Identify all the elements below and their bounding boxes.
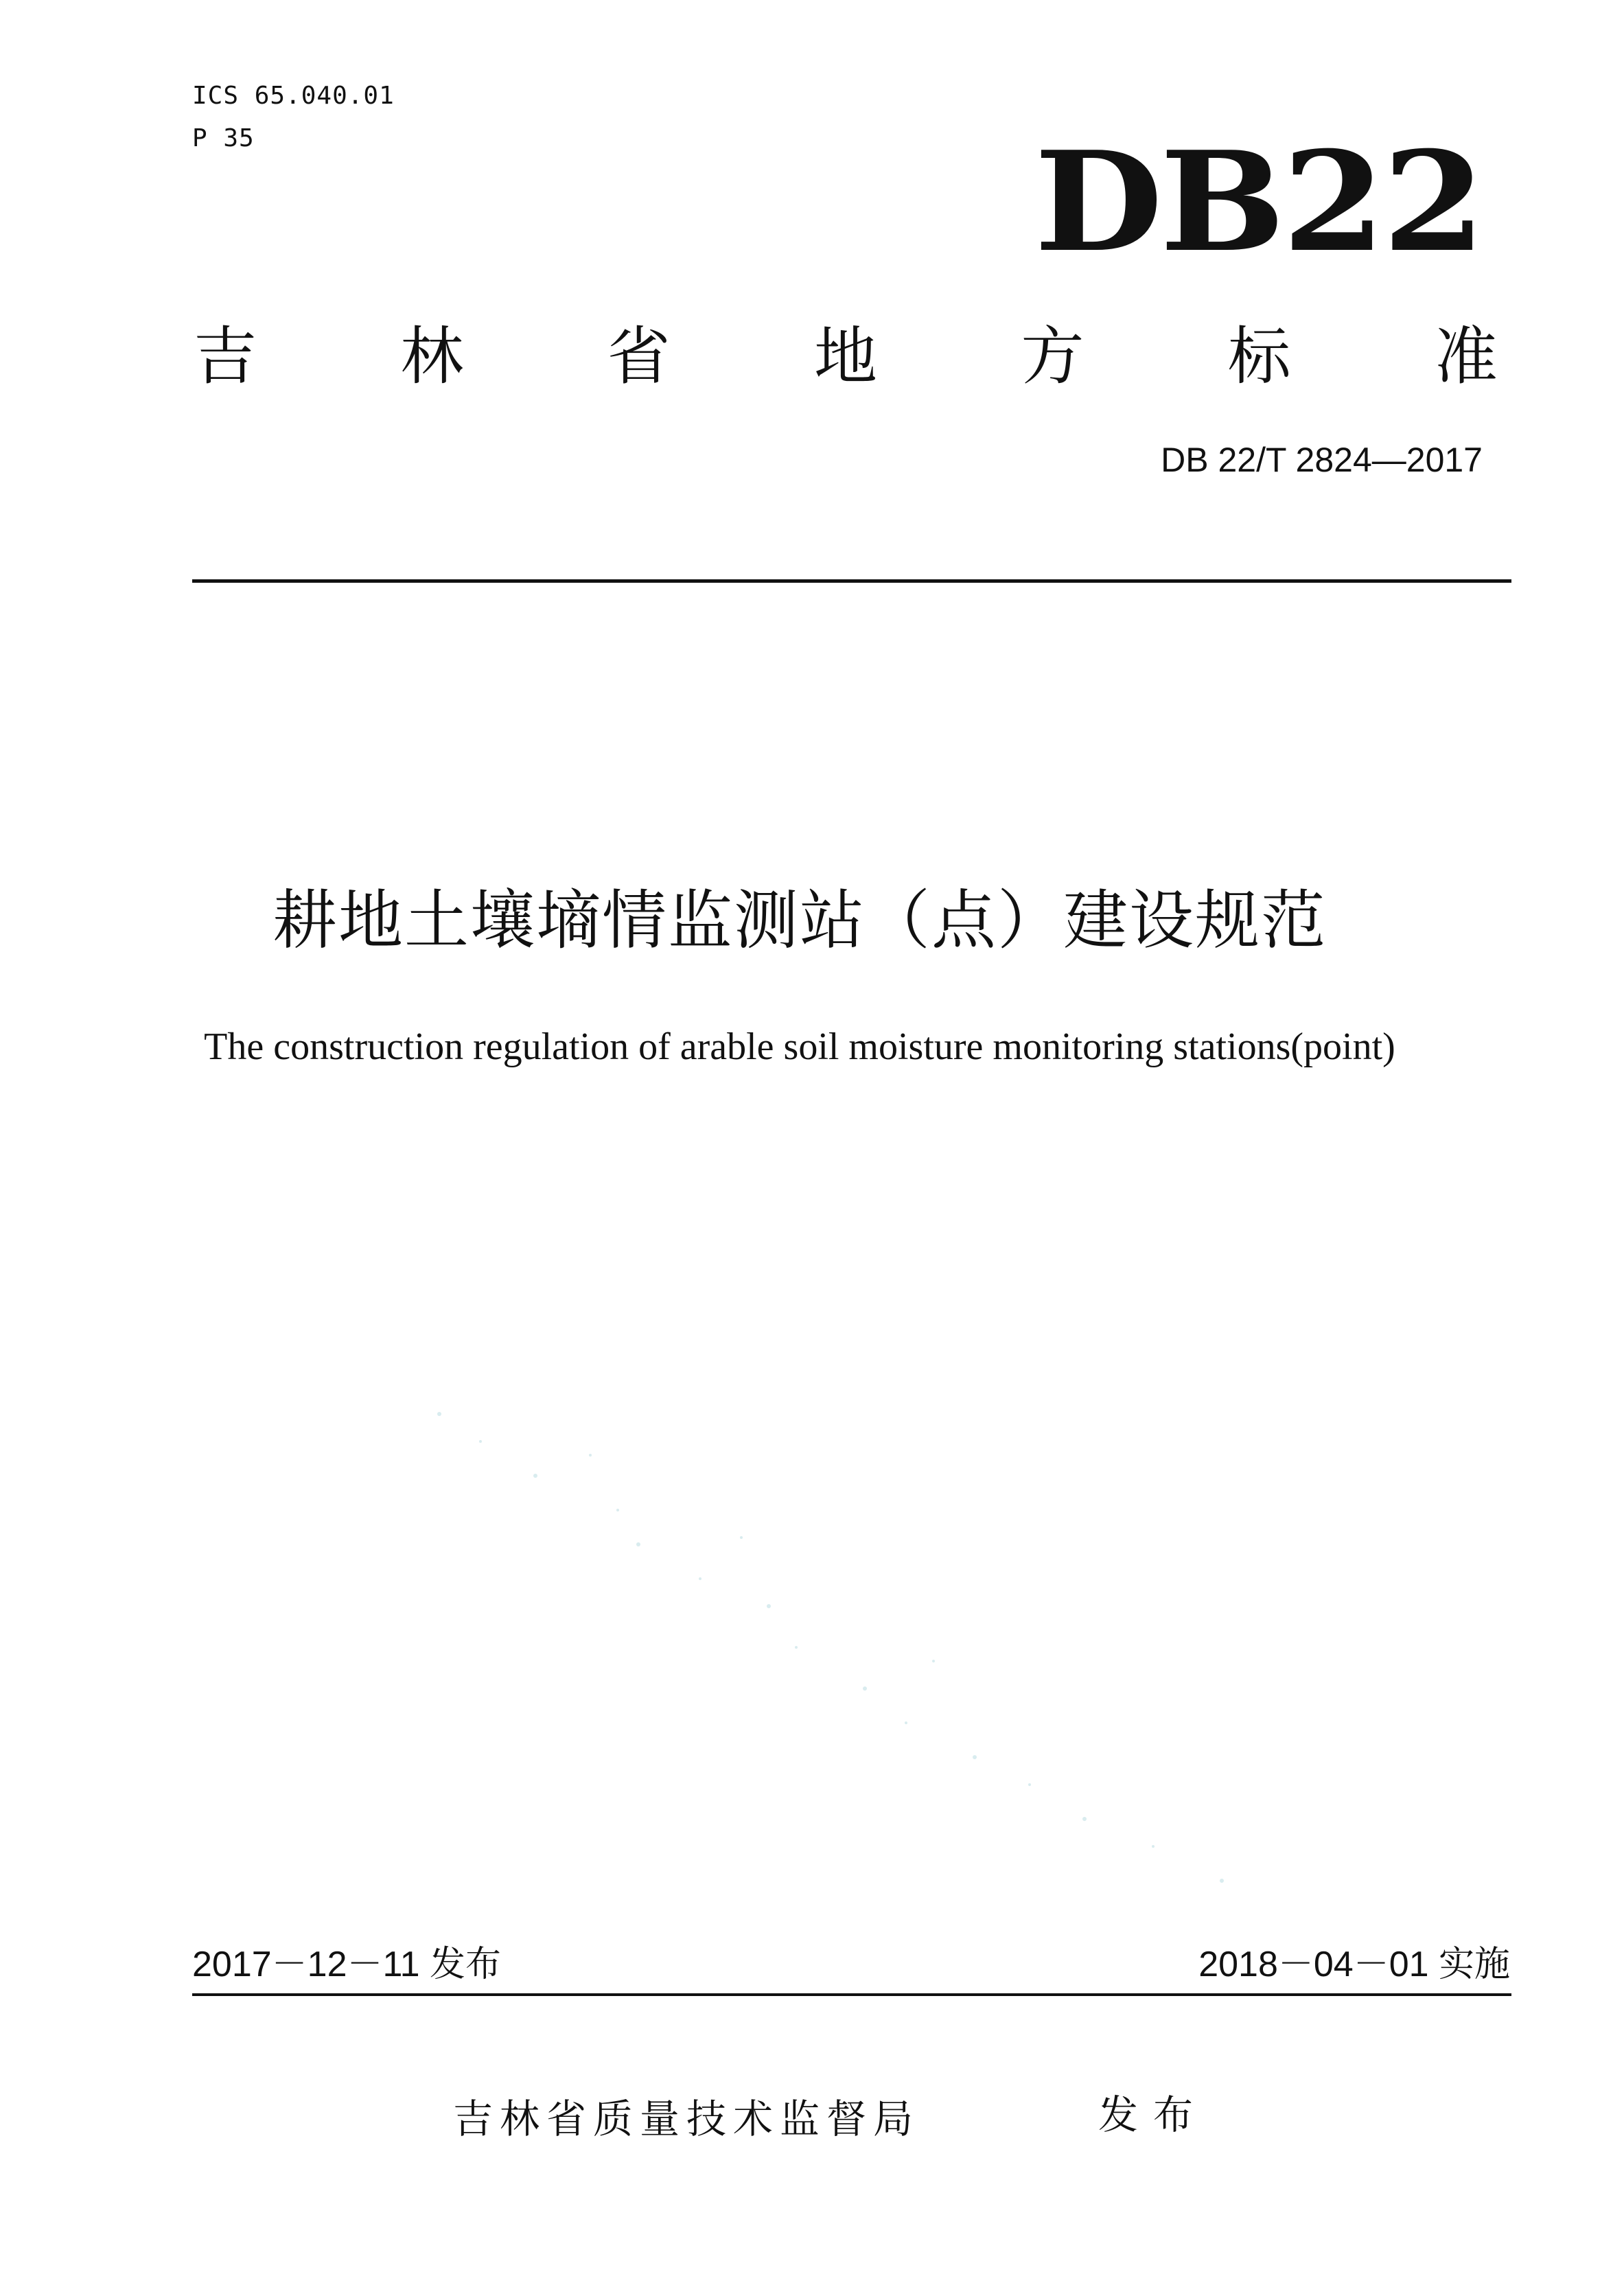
standard-type-char: 准	[1434, 320, 1498, 393]
classification-codes	[192, 81, 395, 166]
document-title-chinese: 耕地土壤墒情监测站（点）建设规范	[272, 883, 1327, 958]
issue-date: 2017－12－11 发布	[192, 1945, 501, 1984]
standard-type-char: 吉	[194, 320, 257, 393]
ics-code: ICS 65.040.01	[192, 82, 395, 110]
footer-divider	[192, 1993, 1511, 1996]
ccs-code: P 35	[192, 124, 255, 152]
implementation-date: 2018－04－01 实施	[1198, 1945, 1510, 1984]
issue-action-label: 发布	[1098, 2091, 1209, 2138]
scan-noise-decoration	[412, 1400, 1304, 1908]
standard-type-char: 标	[1227, 320, 1291, 393]
standard-type-char: 方	[1021, 320, 1084, 393]
standard-type-heading	[194, 319, 1498, 395]
standard-number: DB 22/T 2824—2017	[1161, 441, 1483, 479]
header-divider	[192, 579, 1511, 583]
document-title-english: The construction regulation of arable soil moisture monitoring stations(point)	[204, 1025, 1395, 1068]
issuing-authority: 吉林省质量技术监督局	[453, 2096, 920, 2142]
standard-mark-logo: DB22	[1034, 121, 1483, 283]
standard-type-char: 省	[607, 320, 671, 393]
standard-type-char: 地	[813, 320, 877, 393]
standard-type-char: 林	[400, 320, 464, 393]
